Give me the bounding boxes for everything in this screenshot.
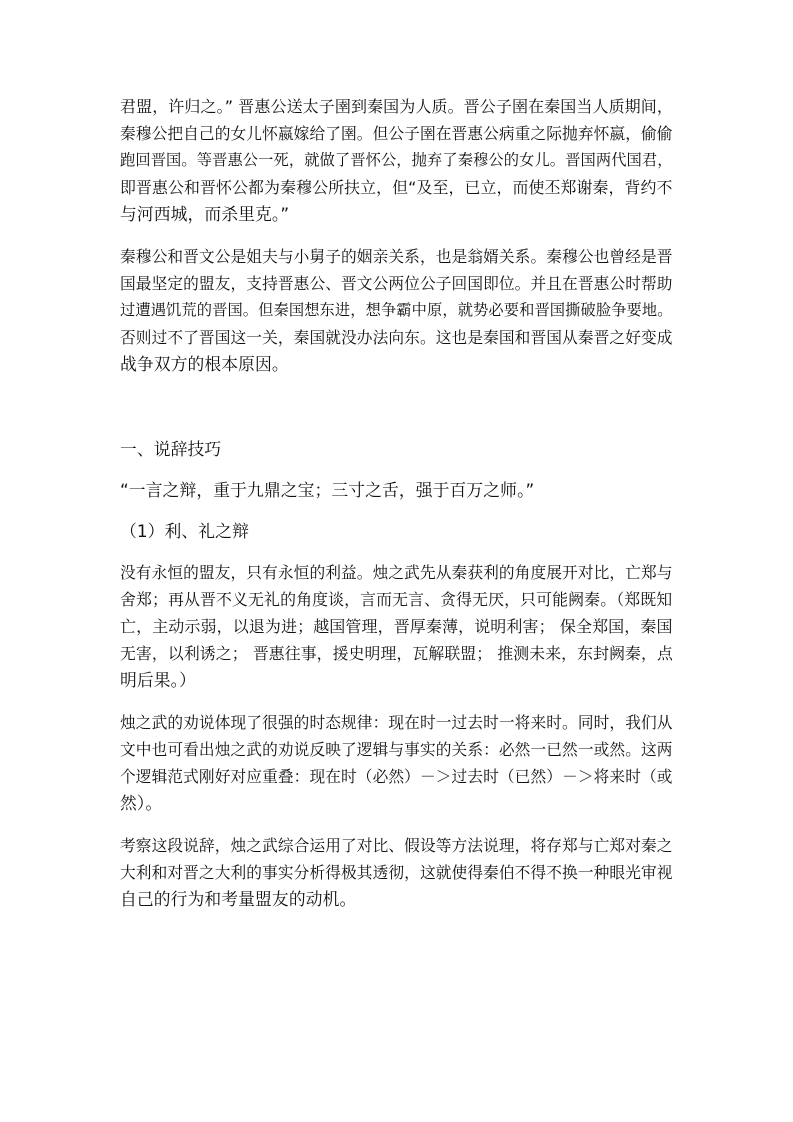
text-line: 无害，以利诱之； 晋惠往事，援史明理，瓦解联盟； 推测未来，东封阙秦，点	[120, 644, 673, 663]
paragraph-3	[120, 559, 675, 694]
text-line: 考察这段说辞，烛之武综合运用了对比、假设等方法说理，将存郑与亡郑对秦之	[120, 836, 673, 855]
text-line: 明后果。）	[120, 670, 197, 690]
heading-text: 一、说辞技巧	[120, 439, 222, 459]
subheading-text: （1）利、礼之辩	[120, 521, 249, 541]
text-line: 大利和对晋之大利的事实分析得极其透彻，这就使得秦伯不得不换一种眼光审视	[120, 863, 673, 882]
text-line: 秦穆公和晋文公是姐夫与小舅子的姻亲关系，也是翁婿关系。秦穆公也曾经是晋	[120, 247, 673, 266]
paragraph-1	[120, 93, 675, 228]
text-line: 个逻辑范式刚好对应重叠：现在时（必然）－＞过去时（已然）－＞将来时（或	[120, 767, 673, 786]
text-line: 然）。	[120, 793, 163, 813]
section-heading	[120, 436, 675, 463]
text-line: 文中也可看出烛之武的劝说反映了逻辑与事实的关系：必然一已然一或然。这两	[120, 740, 673, 759]
text-line: 战争双方的根本原因。	[120, 354, 289, 374]
text-line: 君盟，许归之。” 晋惠公送太子圉到秦国为人质。晋公子圉在秦国当人质期间，	[120, 97, 673, 116]
text-line: 与河西城，而杀里克。”	[120, 204, 290, 224]
text-line: 亡，主动示弱，以退为进；越国管理，晋厚秦薄，说明利害； 保全郑国，秦国	[120, 617, 673, 636]
text-line: 秦穆公把自己的女儿怀嬴嫁给了圉。但公子圉在晋惠公病重之际抛弃怀嬴，偷偷	[120, 124, 673, 143]
text-line: 否则过不了晋国这一关，秦国就没办法向东。这也是秦国和晋国从秦晋之好变成	[120, 328, 673, 347]
text-line: 即晋惠公和晋怀公都为秦穆公所扶立，但“及至，已立，而使丕郑谢秦，背约不	[120, 178, 673, 197]
text-line: 国最坚定的盟友，支持晋惠公、晋文公两位公子回国即位。并且在晋惠公时帮助	[120, 274, 673, 293]
document-page	[120, 93, 675, 913]
subsection-heading	[120, 518, 675, 545]
text-line: 舍郑；再从晋不义无礼的角度谈，言而无言、贪得无厌，只可能阙秦。（郑既知	[120, 590, 673, 609]
quote-line	[120, 477, 675, 504]
quote-text: “一言之辩，重于九鼎之宝；三寸之舌，强于百万之师。”	[120, 480, 535, 500]
paragraph-5	[120, 832, 675, 913]
text-line: 自己的行为和考量盟友的动机。	[120, 889, 357, 909]
text-line: 烛之武的劝说体现了很强的时态规律：现在时一过去时一将来时。同时，我们从	[120, 713, 673, 732]
text-line: 跑回晋国。等晋惠公一死，就做了晋怀公，抛弃了秦穆公的女儿。晋国两代国君，	[120, 151, 673, 169]
paragraph-2	[120, 243, 675, 378]
text-line: 过遭遇饥荒的晋国。但秦国想东进，想争霸中原，就势必要和晋国撕破脸争要地。	[120, 301, 673, 319]
text-line: 没有永恒的盟友，只有永恒的利益。烛之武先从秦获利的角度展开对比，亡郑与	[120, 563, 673, 582]
paragraph-4	[120, 709, 675, 817]
